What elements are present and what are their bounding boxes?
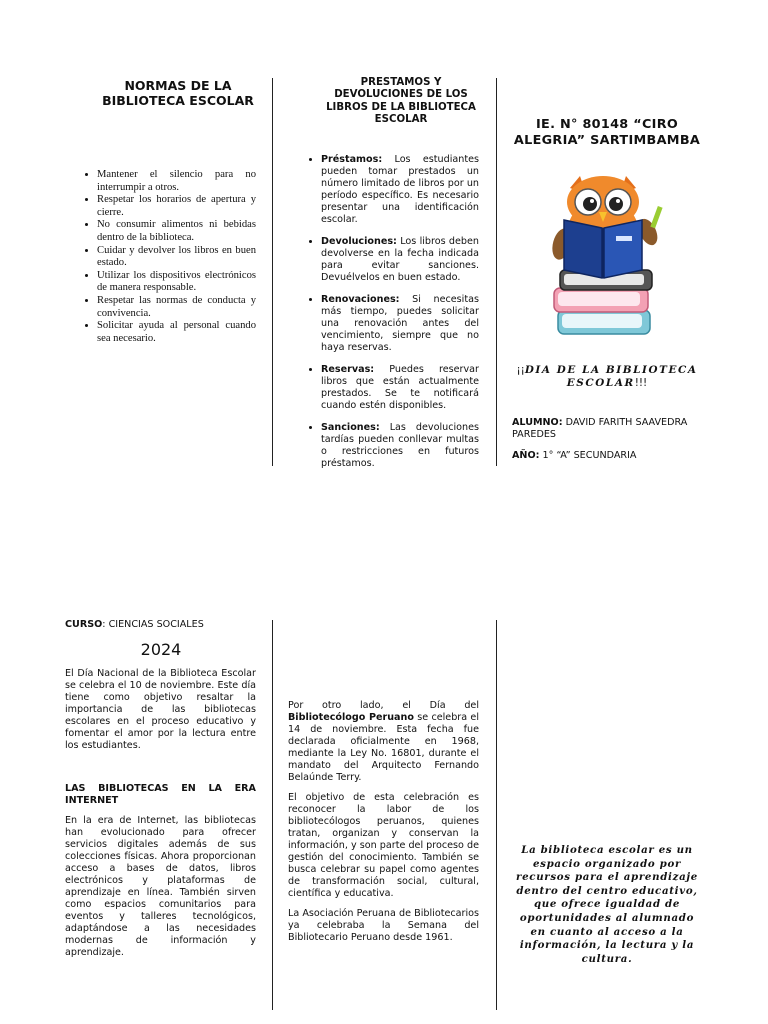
p1-bold: Bibliotecólogo Peruano: [288, 712, 414, 723]
prestamos-text: Puedes reservar libros que están actualmente prestados. Se te notificará cuando estén disponibles.: [321, 364, 479, 411]
normas-list-item: • Mantener el silencio para no interrumpir a otros.: [97, 169, 256, 194]
dia-suffix: !!!: [634, 377, 648, 389]
alumno-label: ALUMNO:: [512, 417, 563, 428]
normas-list: [80, 169, 256, 345]
prestamos-list-item: [321, 154, 479, 226]
dia-prefix: ¡¡: [516, 364, 525, 376]
internet-paragraph: En la era de Internet, las bibliotecas han evolucionado para ofrecer servicios digitales además de sus colecciones físicas. Ahora proporcionan acceso a bases de datos, libros electrónicos y plataformas de aprendizaje en línea. También sirven como espacios comunitarios para eventos y talleres tecnológicos, adaptándose a las necesidades modernas de información y aprendizaje.: [65, 815, 256, 958]
normas-list-item: • Utilizar los dispositivos electrónicos de manera responsable.: [97, 270, 256, 295]
curso-line: [65, 619, 265, 631]
p1-before: Por otro lado, el Día del: [288, 700, 479, 711]
bibliotecologo-paragraph: [288, 700, 479, 784]
bibliotecologo-block: [288, 700, 479, 944]
internet-heading: LAS BIBLIOTECAS EN LA ERA INTERNET: [65, 783, 256, 806]
owl-reading-books-icon: [550, 172, 666, 338]
prestamos-list-item: [321, 364, 479, 412]
normas-list-item: • Solicitar ayuda al personal cuando sea necesario.: [97, 320, 256, 345]
alumno-value: DAVID FARITH SAAVEDRA PAREDES: [512, 417, 688, 440]
intro-paragraph: El Día Nacional de la Biblioteca Escolar se celebra el 10 de noviembre. Este día tiene como objetivo resaltar la importancia de las bibliotecas escolares en el proceso educativo y fomentar el amor por la lectura entre los estudiantes.: [65, 668, 256, 751]
prestamos-list-container: [305, 154, 479, 480]
biblioteca-quote: La biblioteca escolar es un espacio organizado por recursos para el aprendizaje dentro del centro educativo, que ofrece igualdad de oportunidades al alumnado en cuanto al acceso a la información, la lectura y la cultura.: [516, 844, 698, 965]
prestamos-list-item: [321, 294, 479, 354]
prestamos-term: Devoluciones:: [321, 236, 397, 247]
normas-list-item: • Respetar los horarios de apertura y cierre.: [97, 194, 256, 219]
prestamos-term: Reservas:: [321, 364, 375, 375]
asociacion-paragraph: La Asociación Peruana de Bibliotecarios ya celebraba la Semana del Bibliotecario Peruano desde 1961.: [288, 908, 479, 943]
column-divider-top-left: [272, 78, 273, 466]
year-label: 2024: [140, 640, 182, 659]
prestamos-text: Las devoluciones tardías pueden conllevar multas o restricciones en futuros préstamos.: [321, 422, 479, 469]
prestamos-list: [305, 154, 479, 470]
prestamos-text: Los libros deben devolverse en la fecha indicada para evitar sanciones. Devuélvelos en buen estado.: [321, 236, 479, 283]
normas-list-item: • No consumir alimentos ni bebidas dentro de la biblioteca.: [97, 219, 256, 244]
column-divider-top-right: [496, 78, 497, 466]
dia-text: DIA DE LA BIBLIOTECA ESCOLAR: [524, 364, 698, 389]
column-divider-bottom-right: [496, 620, 497, 1010]
anio-value: 1° “A” SECUNDARIA: [542, 450, 637, 461]
anio-block: [512, 450, 704, 462]
prestamos-term: Sanciones:: [321, 422, 380, 433]
curso-value: : CIENCIAS SOCIALES: [102, 619, 204, 630]
prestamos-text: Los estudiantes pueden tomar prestados un número limitado de libros por un período específico. Es necesario presentar una identificación escolar.: [321, 154, 479, 225]
panel-normas: [88, 78, 268, 108]
prestamos-list-item: [321, 422, 479, 470]
objetivo-paragraph: El objetivo de esta celebración es reconocer la labor de los bibliotecólogos peruanos, quienes tratan, organizan y conservan la información, y son parte del proceso de gestión del conocimiento. También se busca celebrar su papel como agentes de transformación social, cultural, científica y educativa.: [288, 792, 479, 899]
normas-list-item: • Respetar las normas de conducta y convivencia.: [97, 295, 256, 320]
normas-title: NORMAS DE LA BIBLIOTECA ESCOLAR: [102, 78, 254, 108]
p1-after: se celebra el 14 de noviembre. Esta fecha fue declarada oficialmente en 1968, mediante la Ley No. 16801, durante el mandato del Arquitecto Fernando Belaúnde Terry.: [288, 712, 479, 783]
anio-label: AÑO:: [512, 450, 540, 461]
school-name: IE. N° 80148 “CIRO ALEGRIA” SARTIMBAMBA: [513, 117, 701, 148]
normas-list-container: [80, 169, 256, 345]
prestamos-term: Renovaciones:: [321, 294, 400, 305]
alumno-block: [512, 417, 704, 441]
prestamos-list-item: [321, 236, 479, 284]
prestamos-title: PRESTAMOS Y DEVOLUCIONES DE LOS LIBROS DE LA BIBLIOTECA ESCOLAR: [326, 77, 476, 126]
prestamos-term: Préstamos:: [321, 154, 383, 165]
dia-biblioteca-heading: [512, 364, 702, 390]
curso-label: CURSO: [65, 619, 103, 630]
prestamos-text: Si necesitas más tiempo, puedes solicitar una renovación antes del vencimiento, siempre que no haya reservas.: [321, 294, 479, 353]
normas-list-item: • Cuidar y devolver los libros en buen estado.: [97, 245, 256, 270]
column-divider-bottom-left: [272, 620, 273, 1010]
